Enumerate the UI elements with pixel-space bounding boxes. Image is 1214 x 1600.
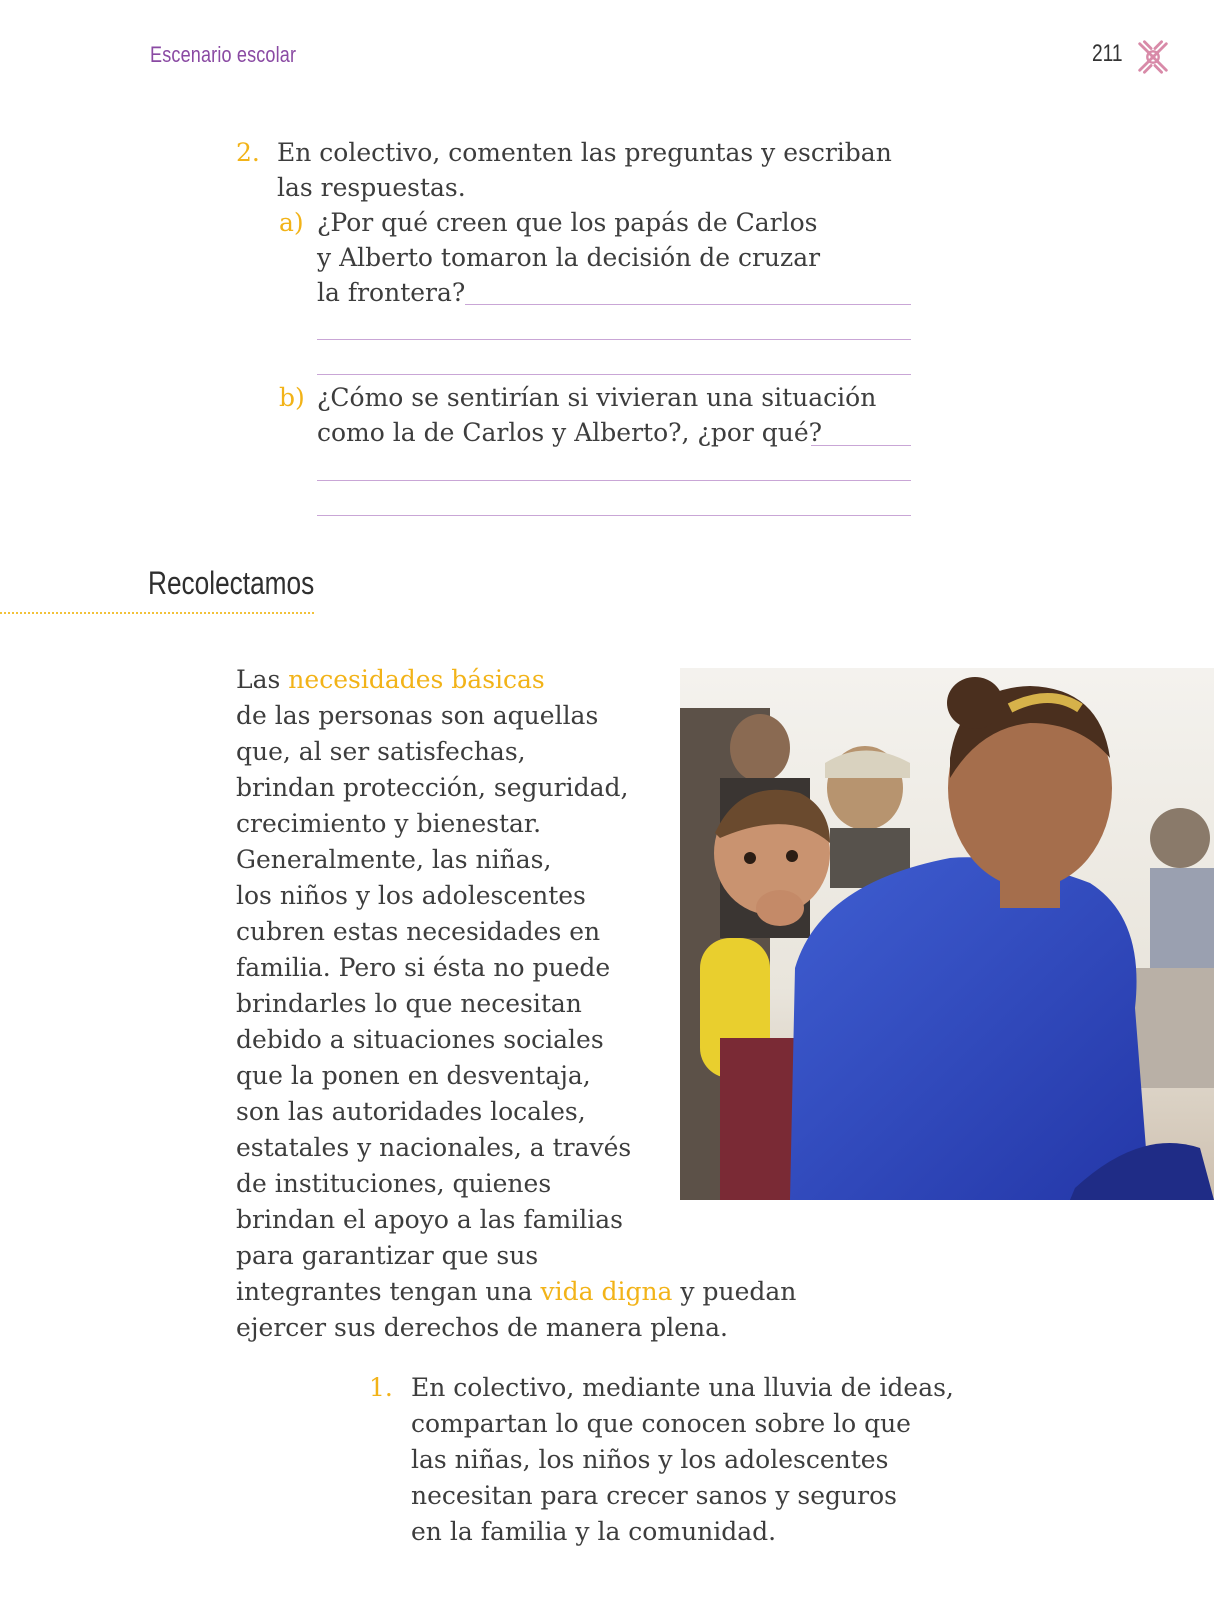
question-2a-marker: a) bbox=[279, 208, 304, 237]
highlight-necesidades-basicas: necesidades básicas bbox=[288, 665, 545, 694]
paragraph-line-3: que, al ser satisfechas, bbox=[236, 737, 526, 766]
question-2b-line-2: como la de Carlos y Alberto?, ¿por qué? bbox=[317, 418, 823, 447]
paragraph-line-6: Generalmente, las niñas, bbox=[236, 845, 552, 874]
decorative-star-icon bbox=[1134, 38, 1172, 76]
section-title: Recolectamos bbox=[148, 565, 315, 601]
question-2b-marker: b) bbox=[279, 383, 305, 412]
running-header: Escenario escolar bbox=[150, 42, 297, 67]
page-number: 211 bbox=[1092, 40, 1123, 67]
paragraph-line-19: ejercer sus derechos de manera plena. bbox=[236, 1313, 728, 1342]
paragraph-line-1: Las necesidades básicas bbox=[236, 665, 545, 694]
question-2b-line-1: ¿Cómo se sentirían si vivieran una situación bbox=[317, 383, 877, 412]
answer-line-2b-2[interactable] bbox=[317, 480, 911, 481]
paragraph-line-18: integrantes tengan una vida digna y puedan bbox=[236, 1277, 797, 1306]
section-divider bbox=[0, 612, 314, 614]
answer-line-2a-2[interactable] bbox=[317, 339, 911, 340]
highlight-vida-digna: vida digna bbox=[540, 1277, 673, 1306]
paragraph-line-12: que la ponen en desventaja, bbox=[236, 1061, 591, 1090]
question-2a-line-2: y Alberto tomaron la decisión de cruzar bbox=[317, 243, 821, 272]
paragraph-line-9: familia. Pero si ésta no puede bbox=[236, 953, 611, 982]
paragraph-line-7: los niños y los adolescentes bbox=[236, 881, 586, 910]
paragraph-line-2: de las personas son aquellas bbox=[236, 701, 599, 730]
answer-line-2a-3[interactable] bbox=[317, 374, 911, 375]
answer-line-2a-1[interactable] bbox=[465, 304, 911, 305]
photo-mother-carrying-child bbox=[680, 668, 1214, 1200]
paragraph-line-15: de instituciones, quienes bbox=[236, 1169, 552, 1198]
question-2-text-line-1: En colectivo, comenten las preguntas y escriban bbox=[277, 138, 892, 167]
paragraph-line-8: cubren estas necesidades en bbox=[236, 917, 601, 946]
question-1-number: 1. bbox=[369, 1373, 393, 1402]
paragraph-line-16: brindan el apoyo a las familias bbox=[236, 1205, 623, 1234]
question-1-line-2: compartan lo que conocen sobre lo que bbox=[411, 1409, 911, 1438]
question-1-line-1: En colectivo, mediante una lluvia de ideas, bbox=[411, 1373, 954, 1402]
paragraph-line-4: brindan protección, seguridad, bbox=[236, 773, 629, 802]
question-1-line-3: las niñas, los niños y los adolescentes bbox=[411, 1445, 889, 1474]
paragraph-line-5: crecimiento y bienestar. bbox=[236, 809, 542, 838]
answer-line-2b-1[interactable] bbox=[811, 445, 911, 446]
question-1-line-4: necesitan para crecer sanos y seguros bbox=[411, 1481, 897, 1510]
question-2-number: 2. bbox=[236, 138, 260, 167]
paragraph-line-17: para garantizar que sus bbox=[236, 1241, 539, 1270]
question-2a-line-1: ¿Por qué creen que los papás de Carlos bbox=[317, 208, 818, 237]
paragraph-line-13: son las autoridades locales, bbox=[236, 1097, 586, 1126]
question-2-text-line-2: las respuestas. bbox=[277, 173, 466, 202]
question-1-line-5: en la familia y la comunidad. bbox=[411, 1517, 777, 1546]
answer-line-2b-3[interactable] bbox=[317, 515, 911, 516]
paragraph-line-10: brindarles lo que necesitan bbox=[236, 989, 582, 1018]
paragraph-line-11: debido a situaciones sociales bbox=[236, 1025, 604, 1054]
question-2a-line-3: la frontera? bbox=[317, 278, 466, 307]
paragraph-line-14: estatales y nacionales, a través bbox=[236, 1133, 632, 1162]
